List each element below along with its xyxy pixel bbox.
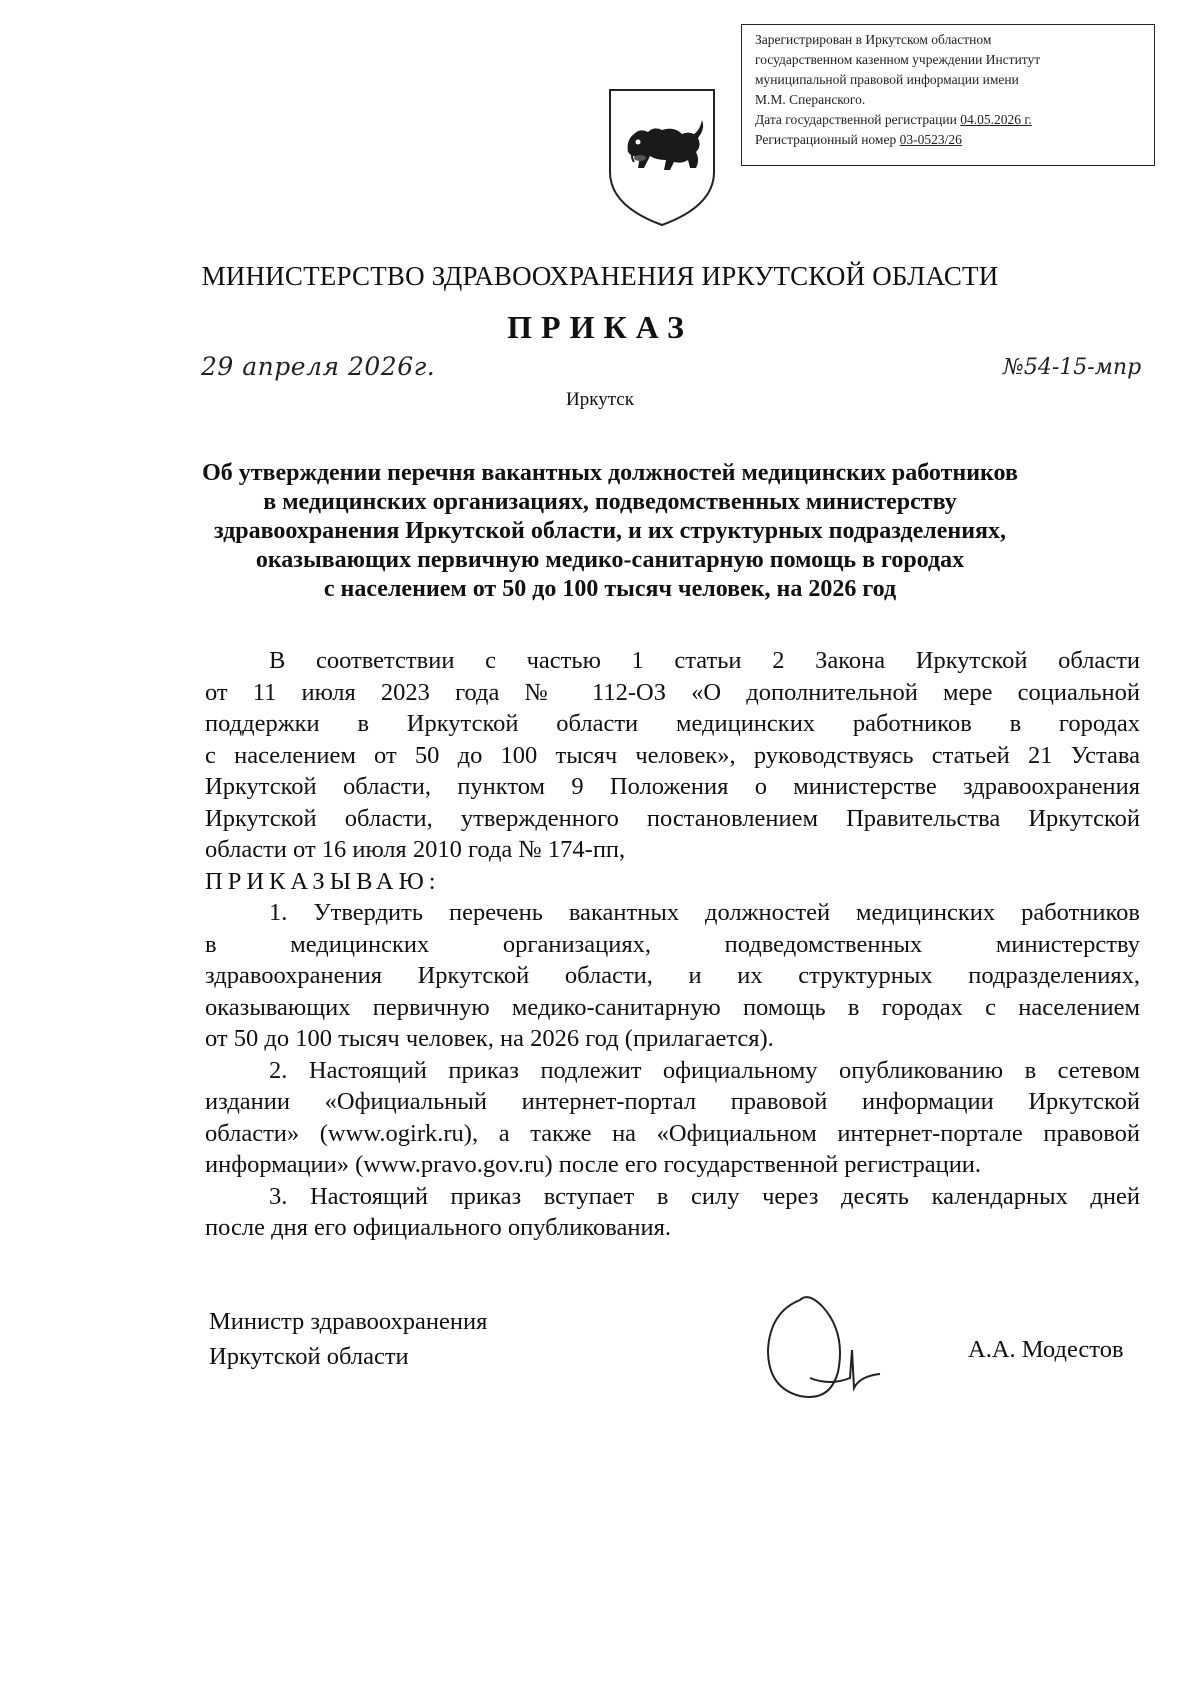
preamble-line: поддержки в Иркутской области медицинских работников в городах [205,710,1140,737]
document-type: ПРИКАЗ [507,309,693,345]
signatory-position [209,1304,487,1374]
item3-line: 3. Настоящий приказ вступает в силу через десять календарных дней [269,1182,1140,1210]
item1-line: здравоохранения Иркутской области, и их структурных подразделениях, [205,962,1140,989]
preamble-line: области от 16 июля 2010 года № 174-пп, [205,836,626,863]
registration-date-label: Дата государственной регистрации [755,112,957,127]
preamble-line: от 11 июля 2023 года № 112-ОЗ «О дополнительной мере социальной [205,678,1140,706]
handwritten-date: 29 апреля 2026г. [201,352,436,381]
item1-line: от 50 до 100 тысяч человек, на 2026 год (прилагается). [205,1025,774,1052]
registration-stamp-line: муниципальной правовой информации имени [755,72,1019,87]
item1-line: в медицинских организациях, подведомственных министерству [205,930,1140,958]
title-line: оказывающих первичную медико-санитарную помощь в городах [255,547,965,573]
registration-stamp-line: Зарегистрирован в Иркутском областном [755,32,992,47]
item1-line: оказывающих первичную медико-санитарную помощь в городах с населением [205,993,1140,1021]
document-title [160,459,1060,604]
preamble-line: Иркутской области, пунктом 9 Положения о министерстве здравоохранения [205,773,1140,800]
preamble-line: с населением от 50 до 100 тысяч человек», руководствуясь статьей 21 Устава [205,741,1140,769]
order-word: ПРИКАЗЫВАЮ: [205,867,441,895]
registration-date-row [755,110,1146,130]
registration-number-label: Регистрационный номер [755,132,897,147]
title-line: здравоохранения Иркутской области, и их структурных подразделениях, [213,518,1007,544]
document-body [205,645,1140,1244]
ministry-name: МИНИСТЕРСТВО ЗДРАВООХРАНЕНИЯ ИРКУТСКОЙ ОБЛАСТИ [201,261,999,291]
registration-stamp-line: М.М. Сперанского. [755,92,866,107]
registration-number-row [755,130,1146,150]
signatory-position-line: Иркутской области [209,1343,409,1370]
registration-stamp-line: государственном казенном учреждении Институт [755,52,1041,67]
title-line: Об утверждении перечня вакантных должностей медицинских работников [202,460,1018,486]
item2-line: издании «Официальный интернет-портал правовой информации Иркутской [205,1088,1140,1115]
registration-stamp [741,24,1155,166]
city-name: Иркутск [566,389,634,410]
registration-number-value: 03-0523/26 [899,132,962,147]
registration-date-value: 04.05.2026 г. [960,112,1032,127]
item2-line: 2. Настоящий приказ подлежит официальному опубликованию в сетевом [269,1056,1140,1084]
title-line: в медицинских организациях, подведомственных министерству [263,489,957,515]
handwritten-signature [760,1292,890,1404]
item2-line: области» (www.ogirk.ru), а также на «Официальном интернет-портале правовой [205,1119,1140,1147]
irkutsk-coat-of-arms-icon [604,86,720,228]
preamble-line: Иркутской области, утвержденного постановлением Правительства Иркутской [205,804,1140,832]
item1-line: 1. Утвердить перечень вакантных должностей медицинских работников [269,899,1140,926]
signatory-name: А.А. Модестов [968,1336,1124,1363]
preamble-line: В соответствии с частью 1 статьи 2 Закона Иркутской области [269,647,1140,674]
signatory-position-line: Министр здравоохранения [209,1308,488,1335]
handwritten-number: №54-15-мпр [1003,355,1142,380]
item3-line: после дня его официального опубликования. [205,1214,671,1241]
title-line: с населением от 50 до 100 тысяч человек, на 2026 год [323,576,897,602]
item2-line: информации» (www.pravo.gov.ru) после его государственной регистрации. [205,1151,982,1178]
